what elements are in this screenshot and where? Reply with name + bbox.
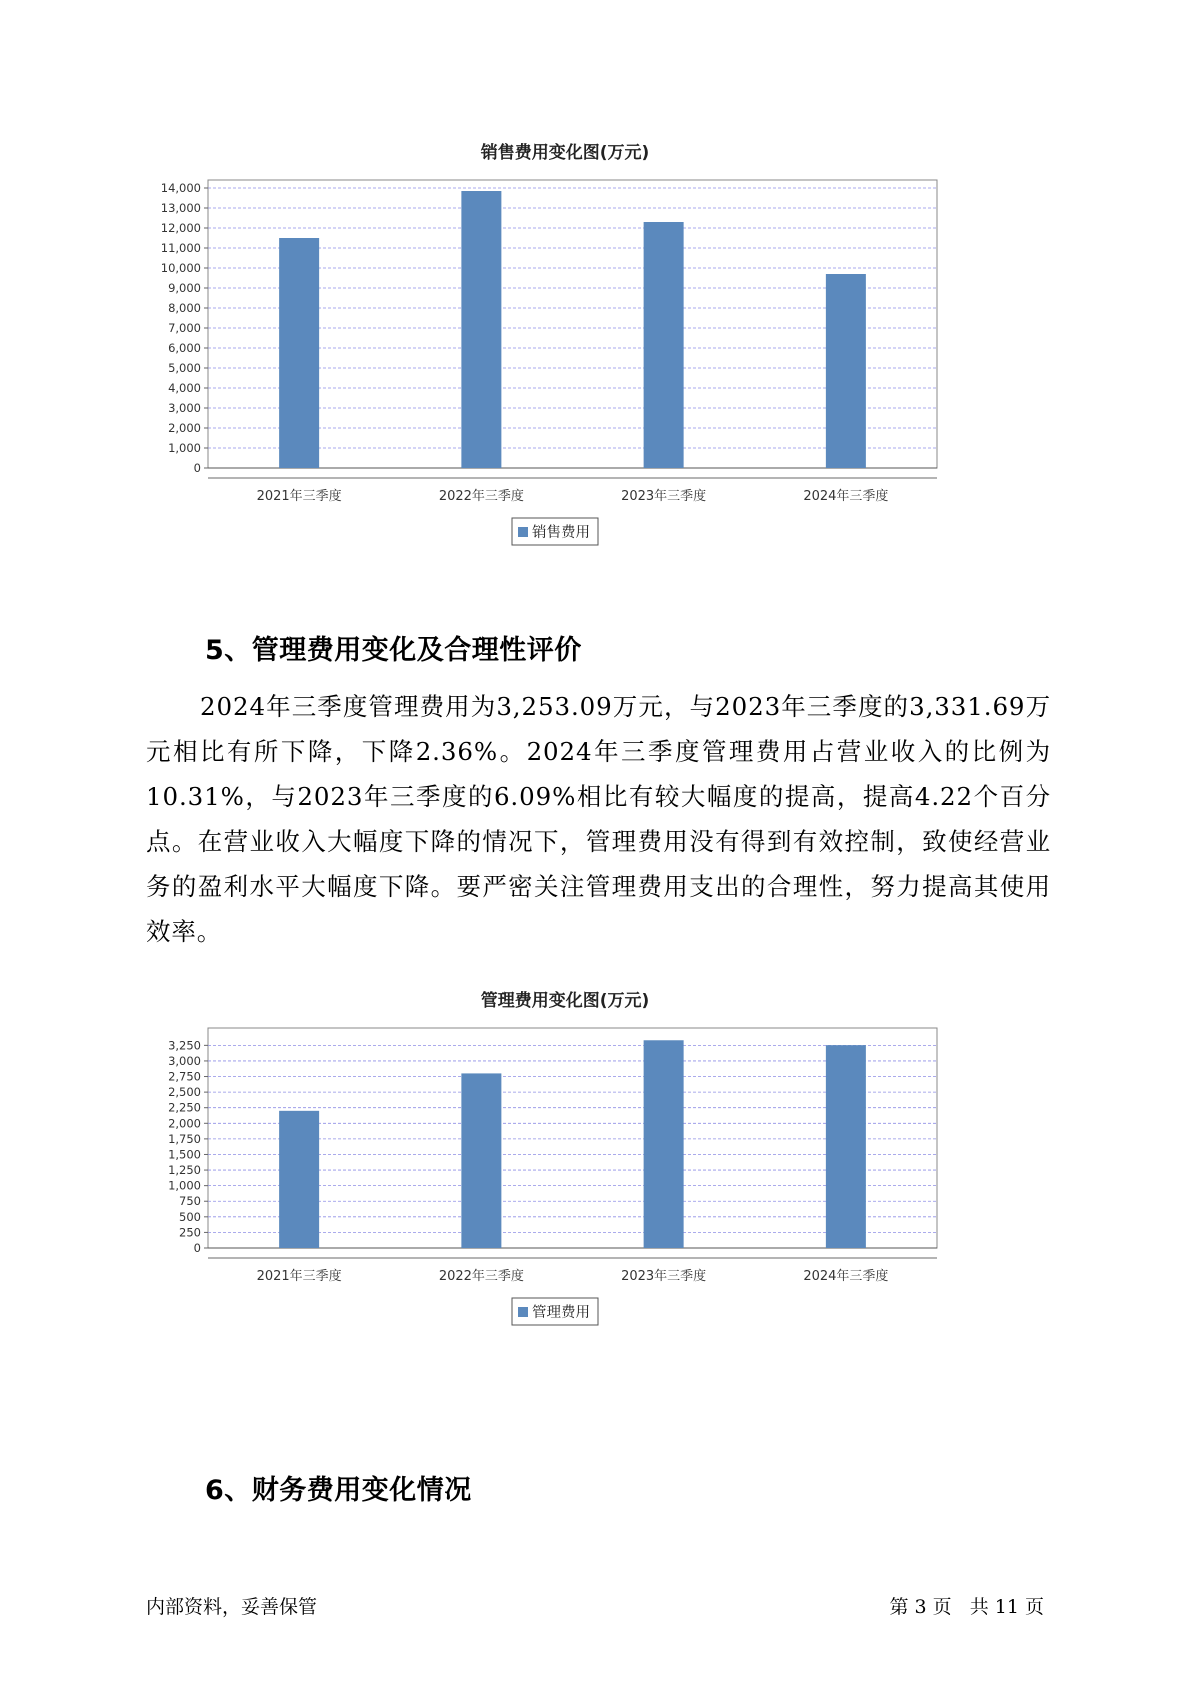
bar xyxy=(644,1040,684,1248)
bar xyxy=(461,1073,501,1248)
y-tick-label: 1,000 xyxy=(168,441,201,455)
legend-label: 管理费用 xyxy=(532,1305,590,1321)
bar xyxy=(826,274,866,468)
admin-expense-chart-svg xyxy=(160,978,1040,1398)
legend-label: 销售费用 xyxy=(532,525,590,541)
x-tick-label: 2021年三季度 xyxy=(256,489,342,504)
x-tick-label: 2021年三季度 xyxy=(256,1269,342,1284)
sales-expense-chart-svg xyxy=(160,130,1040,550)
x-tick-label: 2022年三季度 xyxy=(438,1269,524,1284)
x-tick-label: 2024年三季度 xyxy=(803,489,889,504)
footer-page-number: 第 3 页 共 11 页 xyxy=(889,1596,1044,1618)
y-tick-label: 1,000 xyxy=(168,1178,201,1193)
y-tick-label: 5,000 xyxy=(168,361,201,375)
y-tick-label: 8,000 xyxy=(168,301,201,315)
x-tick-label: 2023年三季度 xyxy=(621,1269,707,1284)
y-tick-label: 6,000 xyxy=(168,341,201,355)
bar xyxy=(461,191,501,468)
x-tick-label: 2022年三季度 xyxy=(438,489,524,504)
bar xyxy=(279,238,319,468)
y-tick-label: 3,250 xyxy=(168,1038,201,1053)
y-tick-label: 0 xyxy=(193,461,201,475)
y-tick-label: 4,000 xyxy=(168,381,201,395)
chart-title: 管理费用变化图(万元) xyxy=(480,991,650,1011)
legend-swatch xyxy=(518,527,528,537)
legend-swatch xyxy=(518,1307,528,1317)
y-tick-label: 2,000 xyxy=(168,421,201,435)
y-tick-label: 10,000 xyxy=(160,261,201,275)
y-tick-label: 1,250 xyxy=(168,1163,201,1178)
sales-expense-chart xyxy=(160,130,1040,550)
x-tick-label: 2023年三季度 xyxy=(621,489,707,504)
section5-paragraph: 2024年三季度管理费用为3,253.09万元，与2023年三季度的3,331.69万元相比有所下降，下降2.36%。2024年三季度管理费用占营业收入的比例为10.31%，与2023年三季度的6.09%相比有较大幅度的提高，提高4.22个百分点。在营业收入大幅度下降的情况下，管理费用没有得到有效控制，致使经营业务的盈利水平大幅度下降。要严密关注管理费用支出的合理性，努力提高其使用效率。 xyxy=(146,692,1051,946)
y-tick-label: 1,750 xyxy=(168,1131,201,1146)
y-tick-label: 3,000 xyxy=(168,1053,201,1068)
admin-expense-chart xyxy=(160,978,1040,1398)
y-tick-label: 750 xyxy=(179,1194,201,1209)
y-tick-label: 13,000 xyxy=(160,201,201,215)
section6-heading: 6、财务费用变化情况 xyxy=(205,1475,472,1506)
y-tick-label: 3,000 xyxy=(168,401,201,415)
y-tick-label: 2,500 xyxy=(168,1085,201,1100)
y-tick-label: 250 xyxy=(179,1225,201,1240)
chart-title: 销售费用变化图(万元) xyxy=(480,143,650,163)
y-tick-label: 2,750 xyxy=(168,1069,201,1084)
y-tick-label: 1,500 xyxy=(168,1147,201,1162)
y-tick-label: 14,000 xyxy=(160,181,201,195)
footer-confidential-note: 内部资料，妥善保管 xyxy=(146,1596,318,1618)
y-tick-label: 12,000 xyxy=(160,221,201,235)
y-tick-label: 2,250 xyxy=(168,1100,201,1115)
y-tick-label: 500 xyxy=(179,1209,201,1224)
bar xyxy=(279,1111,319,1248)
y-tick-label: 2,000 xyxy=(168,1116,201,1131)
y-tick-label: 0 xyxy=(193,1241,201,1255)
y-tick-label: 11,000 xyxy=(160,241,201,255)
section5-heading: 5、管理费用变化及合理性评价 xyxy=(205,635,582,666)
x-tick-label: 2024年三季度 xyxy=(803,1269,889,1284)
y-tick-label: 7,000 xyxy=(168,321,201,335)
bar xyxy=(826,1045,866,1248)
y-tick-label: 9,000 xyxy=(168,281,201,295)
bar xyxy=(644,222,684,468)
